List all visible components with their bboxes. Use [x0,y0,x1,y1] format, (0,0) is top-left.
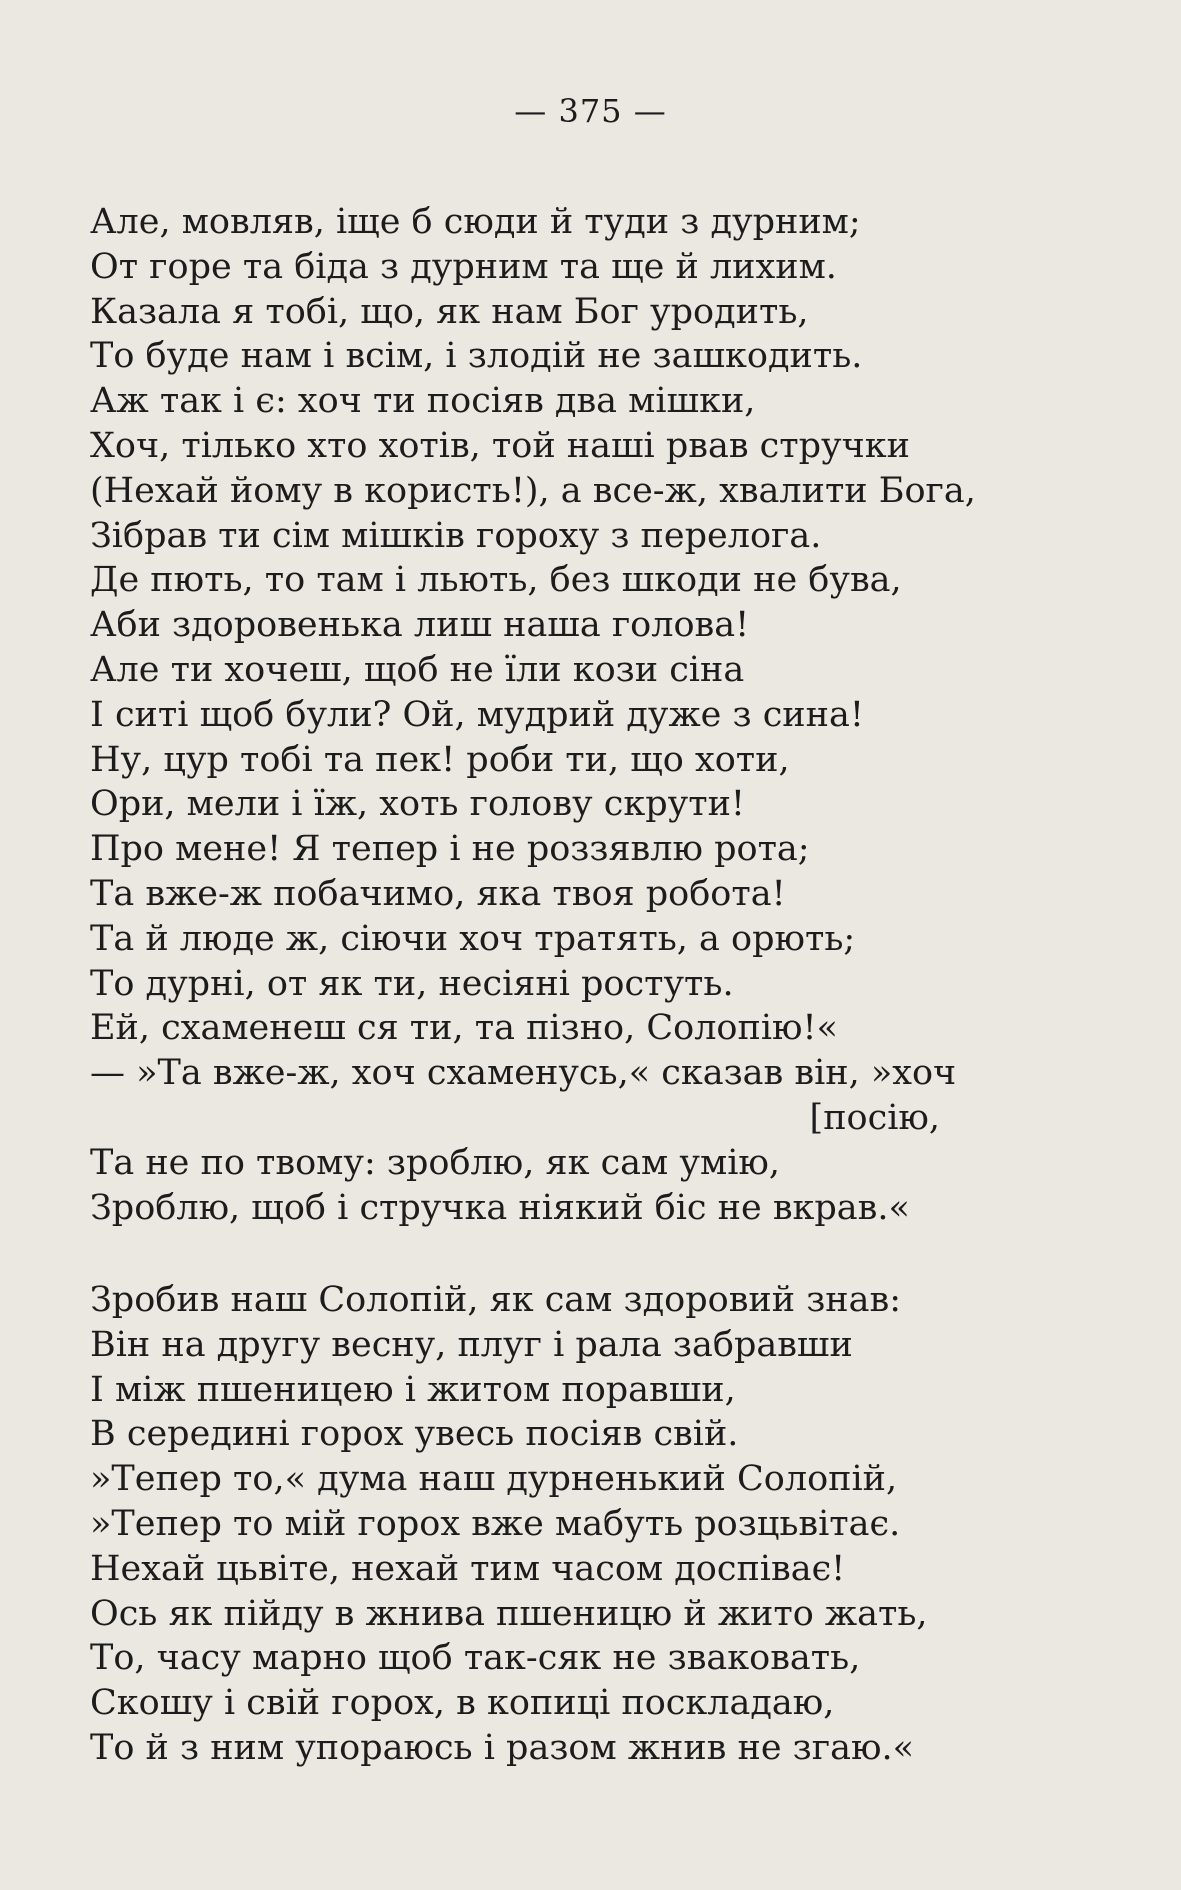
poem-line: Але, мовляв, іще б сюди й туди з дурним; [90,202,861,242]
poem-line: Ось як пійду в жнива пшеницю й жито жать, [90,1593,928,1634]
poem-line: Але ти хочеш, щоб не їли кози сіна [90,649,745,690]
stanza-1 [90,200,1090,1230]
poem-line: Хоч, тілько хто хотів, той наші рвав стручки [90,425,910,466]
poem-line: Зробив наш Солопій, як сам здоровий знав: [90,1280,901,1320]
poem-line: То, часу марно щоб так-сяк не зваковать, [90,1638,861,1679]
poem-line: — »Та вже-ж, хоч схаменусь,« сказав він, »хоч [90,1053,957,1094]
poem-line: Де пють, то там і льють, без шкоди не бува, [90,560,902,601]
page-number: — 375 — [514,92,667,130]
poem-line: Скошу і свій горох, в копиці поскладаю, [90,1683,835,1724]
poem-line: І ситі щоб були? Ой, мудрий дуже з сина! [90,694,864,735]
stanza-2 [90,1278,1090,1771]
poem-line: Та й люде ж, сіючи хоч тратять, а орють; [90,918,856,959]
poem-line: І між пшеницею і житом поравши, [90,1369,736,1410]
poem-line: Ори, мели і їж, хоть голову скрути! [90,784,745,825]
poem-line: От горе та біда з дурним та ще й лихим. [90,246,837,287]
poem-line: То й з ним упораюсь і разом жнив не згаю.« [90,1727,914,1768]
poem-line: Зібрав ти сім мішків гороху з перелога. [90,515,822,556]
poem-line: Та не по твому: зроблю, як сам умію, [90,1142,781,1183]
poem-line: То буде нам і всім, і злодій не зашкодить. [90,336,863,377]
poem-line: Ей, схаменеш ся ти, та пізно, Солопію!« [90,1008,838,1049]
poem-line: Про мене! Я тепер і не роззявлю рота; [90,829,810,870]
poem-line: В середині горох увесь посіяв свій. [90,1414,739,1455]
poem-line: То дурні, от як ти, несіяні ростуть. [90,963,734,1004]
poem-line: Аби здоровенька лиш наша голова! [90,605,750,646]
poem-line: Зроблю, щоб і стручка ніякий біс не вкрав.« [90,1187,910,1228]
poem-line: »Тепер то мій горох вже мабуть розцьвітає. [90,1503,901,1544]
poem-line: Та вже-ж побачимо, яка твоя робота! [90,873,786,914]
poem-line: Ну, цур тобі та пек! роби ти, що хоти, [90,739,790,780]
poem-line: Нехай цьвіте, нехай тим часом доспіває! [90,1548,846,1589]
poem-line: (Нехай йому в користь!), а все-ж, хвалити Бога, [90,470,976,511]
poem-line: »Тепер то,« дума наш дурненький Солопій, [90,1459,898,1500]
poem-line: Він на другу весну, плуг і рала забравши [90,1324,853,1365]
poem-line: Казала я тобі, що, як нам Бог уродить, [90,291,809,332]
poem-line: Аж так і є: хоч ти посіяв два мішки, [90,381,756,422]
poem-line-continuation: [посію, [809,1097,940,1138]
